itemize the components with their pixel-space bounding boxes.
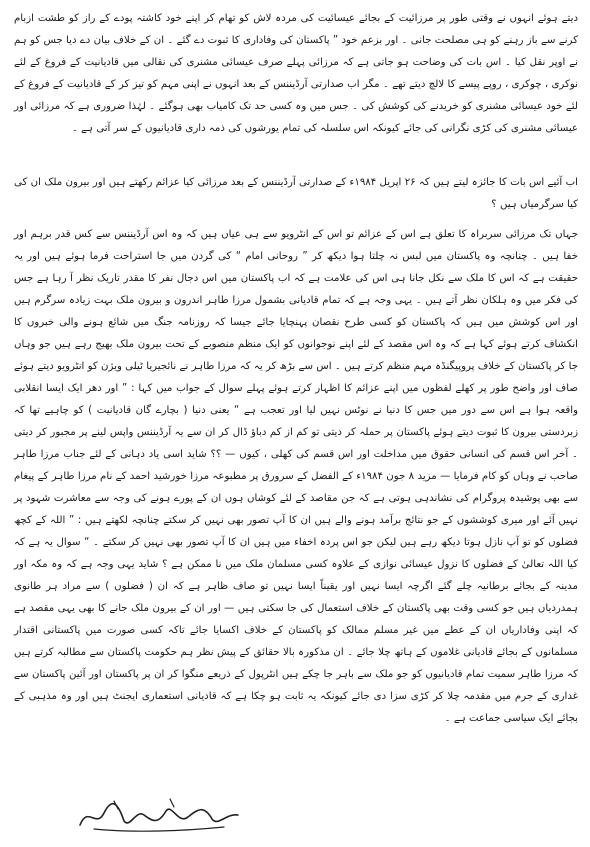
paragraph-1: دیتے ہوئے انہوں نے وقتی طور پر مرزائیت کے بجائے عیسائیت کی مردہ لاش کو تھام کر اپنے خود کاشتہ پودے کے راز کو طشت ازبام کرنے سے باز رہنے کو ہی مصلحت جانی ۔ اور بزعم خود ” پاکستان کی وفاداری کا ثبوت دے گئے ۔ ان کے خلاف بیان دے دیا جس کو ہم نے اوپر نقل کیا ۔ اس بات کی وضاحت ہو جاتی ہے کہ مرزائی پہلے صرف عیسائی مشنری کی نقالی میں قادیانیت کے فروغ کے لئے نوکری ، چوکری ، روپے پیسے کا لالچ دیتے تھے ۔ مگر اب صدارتی آرڈیننس کے بعد انہوں نے اپنی مہم کو تیز کر کے قادیانیت کے فروغ کے لئے خود عیسائی مشنری کو خریدنے کی کوشش کی ۔ جس میں وہ کسی حد تک کامیاب بھی ہوگئے ۔ لہٰذا ضروری ہے کہ مرزائی اور عیسائی مشنری کی کڑی نگرانی کی جائے کیونکہ اس سلسلہ کی تمام یورشوں کی ذمہ داری قادیانیوں کے سر آتی ہے ۔ bbox=[14, 13, 578, 134]
document-page bbox=[14, 8, 578, 838]
signature-scribble bbox=[74, 795, 244, 835]
paragraph-3: جہاں تک مرزائی سربراہ کا تعلق ہے اس کے عزائم تو اس کے انٹرویو سے ہی عیاں ہیں کہ وہ اس آرڈیننس سے کس قدر برہم اور خفا ہیں ۔ چنانچہ وہ پاکستان میں لبس نہ چلتا ہوا دیکھ کر ” روحانی امام “ کی گردن میں جا استراحت فرما ہوئے ہیں اور یہ حقیقت ہے کہ اس کا ملک سے نکل جانا ہی اس کی علامت ہے کہ اب پاکستان میں اس دجال نفر کا مقدر تاریک نظر آ رہا ہے جس کی فکر میں وہ ہلکان نظر آتے ہیں ۔ یہی وجہ ہے کہ تمام قادیانی بشمول مرزا طاہر اندرون و بیرون ملک بہت زیادہ سرگرم ہیں اور اس کوشش میں ہیں کہ پاکستان کو کسی طرح نقصان پہنچایا جائے جیسا کہ روزنامہ جنگ میں شائع ہونے والی خبروں کا انکشاف کرتے ہوئے کہا ہے کہ وہ اس مقصد کے لئے اپنے نوجوانوں کو ایک منظم منصوبے کے تحت بیرون ملک بھیج رہے ہیں جو وہاں جا کر پاکستان کے خلاف پروپیگنڈہ مہم منظم کرتے ہیں ۔ اس سے بڑھ کر یہ کہ مرزا طاہر نے نائجیریا ٹیلی ویژن کو انٹرویو دیتے ہوئے صاف اور واضح طور پر کھلے لفظوں میں اپنے عزائم کا اظہار کرتے ہوئے پہلے سوال کے جواب میں کہا : ” اور دھر ایک ایسا انقلابی واقعہ ہوا ہے اس سے دور میں جس کا دنیا نے نوٹس نہیں لیا اور تعجب ہے “ یعنی دنیا ( بچارے گان قادیانیت ) کو چاہیے تھا کہ زبردستی بیرون کا ثبوت دیتے ہوئے پاکستان پر حملہ کر دیتی تو کم از کم دباؤ ڈال کر ان سے یہ آرڈیننس واپس لینے پر مجبور کر دیتی ۔ آخر اس قسم کی انسانی حقوق میں مداخلت اور اس قسم کی کھلی ، کیوں — ؟؟ شاید اسی یاد دہانی کے لئے جناب مرزا طاہر صاحب نے وہاں کو کام فرمایا — مزید ۸ جون ۱۹۸۴ء کے الفضل کے سرورق پر مطبوعہ مرزا خورشید احمد کے نام مرزا طاہر کے پیغام سے بھی پوشیدہ پروگرام کی نشاندہی ہوتی ہے کہ جن مقاصد کے لئے کوشاں ہوں ان کے پورے ہونے کی وجہ سے معاشرت شہود پر نہیں آئے اور میری کوششوں کے جو نتائج برآمد ہونے والے ہیں ان کا آپ تصور بھی نہیں کر سکتے چنانچہ لکھتے ہیں : ” اللہ کے کچھ فضلوں کو تو آپ نازل ہوتا دیکھ رہے ہیں لیکن جو اس پردہ اخفاء میں ہیں ان کا آپ تصور بھی نہیں کر سکتے ۔ “ سوال یہ ہے کہ کیا اللہ تعالیٰ کے فضلوں کا نزول عیسائی نوازی کے علاوہ کسی مسلمان ملک میں نا ممکن ہے ؟ شاید یہی وجہ ہے کہ وہ مکہ اور مدینہ کے بجائے برطانیہ چلے گئے اگرچہ ایسا نہیں اور یقیناً ایسا نہیں تو صاف ظاہر ہے کہ ان ( فضلوں ) سے مراد ہر طانوی ہمدردیاں ہیں جو کسی وقت بھی پاکستان کے خلاف استعمال کی جا سکتی ہیں — اور ان کے بیرون ملک جانے کا بھی یہی مقصد ہے کہ اپنی وفاداریاں ان کے عطے میں غیر مسلم ممالک کو پاکستان کے خلاف اکسایا جائے تاکہ کسی صورت میں پاکستانی اقتدار مسلمانوں کے بجائے قادیانی غلاموں کے ہاتھ چلا جائے ۔ ان مذکورہ بالا حقائق کے پیش نظر ہم حکومت پاکستان سے مطالبہ کرتے ہیں کہ مرزا طاہر سمیت تمام قادیانیوں کو جو ملک سے باہر جا چکے ہیں انٹرپول کے ذریعے منگوا کر ان پر پاکستان اور آئین پاکستان سے غداری کے جرم میں مقدمہ چلا کر کڑی سزا دی جائے کیونکہ یہ ثابت ہو چکا ہے کہ قادیانی استعماری ایجنٹ ہیں اور وہ مذہبی کے بجائے ایک سیاسی جماعت ہے ۔ bbox=[14, 229, 578, 724]
paragraph-2: اب آئیے اس بات کا جائزہ لیتے ہیں کہ ۲۶ اپریل ۱۹۸۴ء کے صدارتی آرڈیننس کے بعد مرزائی کیا عزائم رکھتے ہیں اور بیرون ملک ان کی کیا سرگرمیاں ہیں ؟ bbox=[14, 177, 578, 210]
handwritten-signature bbox=[74, 795, 244, 835]
